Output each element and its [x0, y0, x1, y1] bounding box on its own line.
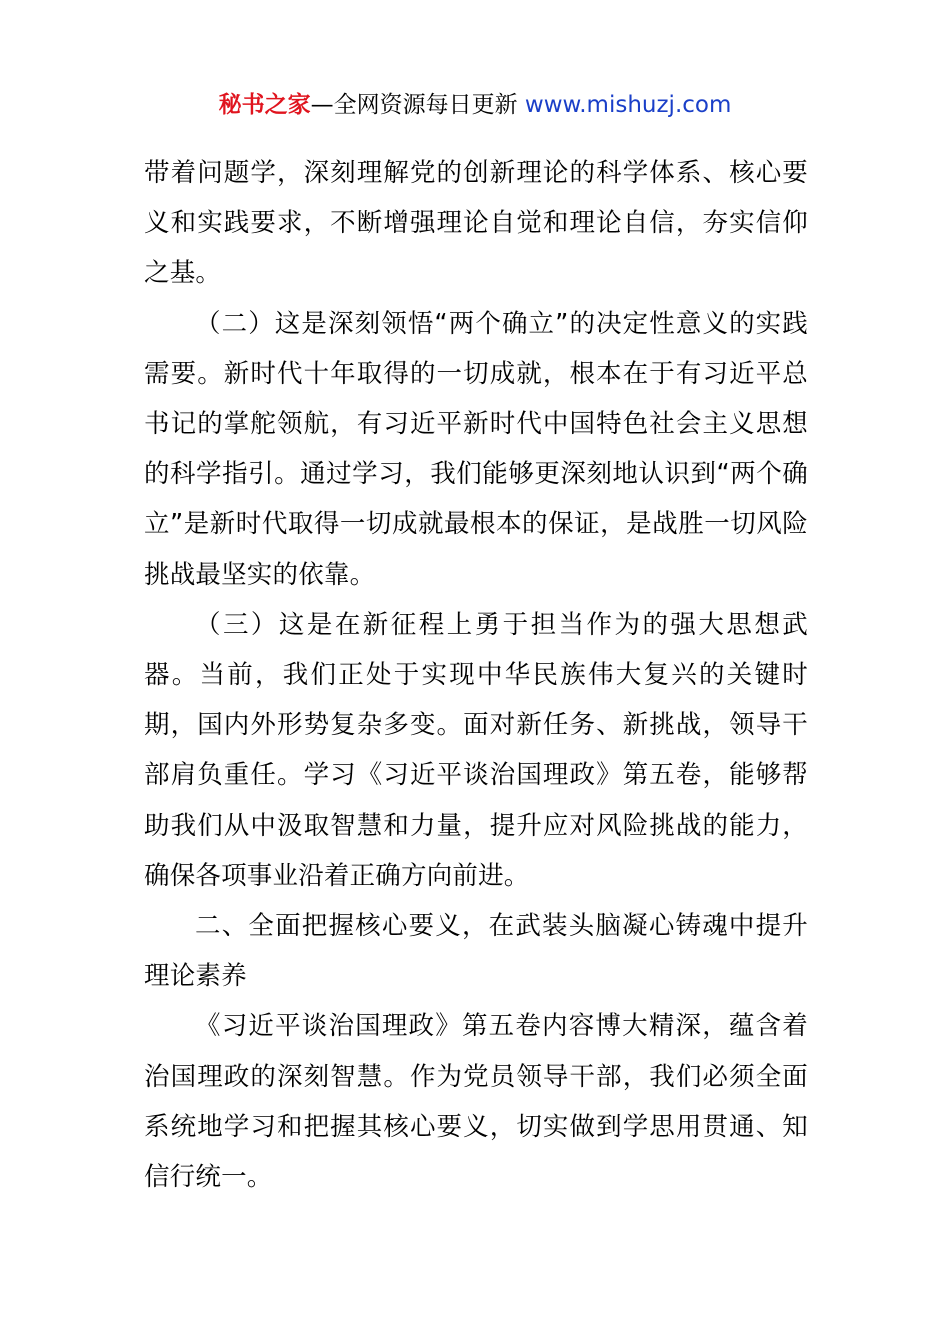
- site-url-link[interactable]: www.mishuzj.com: [524, 92, 732, 118]
- document-body: [144, 148, 808, 1202]
- site-slogan: —全网资源每日更新: [310, 92, 525, 118]
- paragraph-continuation: 带着问题学，深刻理解党的创新理论的科学体系、核心要义和实践要求，不断增强理论自觉和理论自信，夯实信仰之基。: [144, 158, 808, 289]
- site-brand: 秘书之家: [218, 92, 311, 118]
- paragraph-core-essence: 《习近平谈治国理政》第五卷内容博大精深，蕴含着治国理政的深刻智慧。作为党员领导干部，我们必须全面系统地学习和把握其核心要义，切实做到学思用贯通、知信行统一。: [144, 1011, 808, 1193]
- page-header: [0, 88, 950, 122]
- paragraph-section-three: （三）这是在新征程上勇于担当作为的强大思想武器。当前，我们正处于实现中华民族伟大复兴的关键时期，国内外形势复杂多变。面对新任务、新挑战，领导干部肩负重任。学习《习近平谈治国理政》第五卷，能够帮助我们从中汲取智慧和力量，提升应对风险挑战的能力，确保各项事业沿着正确方向前进。: [144, 609, 808, 891]
- paragraph-section-two: （二）这是深刻领悟“两个确立”的决定性意义的实践需要。新时代十年取得的一切成就，根本在于有习近平总书记的掌舵领航，有习近平新时代中国特色社会主义思想的科学指引。通过学习，我们能够更深刻地认识到“两个确立”是新时代取得一切成就最根本的保证，是战胜一切风险挑战最坚实的依靠。: [144, 308, 808, 590]
- section-heading: 二、全面把握核心要义，在武装头脑凝心铸魂中提升理论素养: [144, 911, 808, 992]
